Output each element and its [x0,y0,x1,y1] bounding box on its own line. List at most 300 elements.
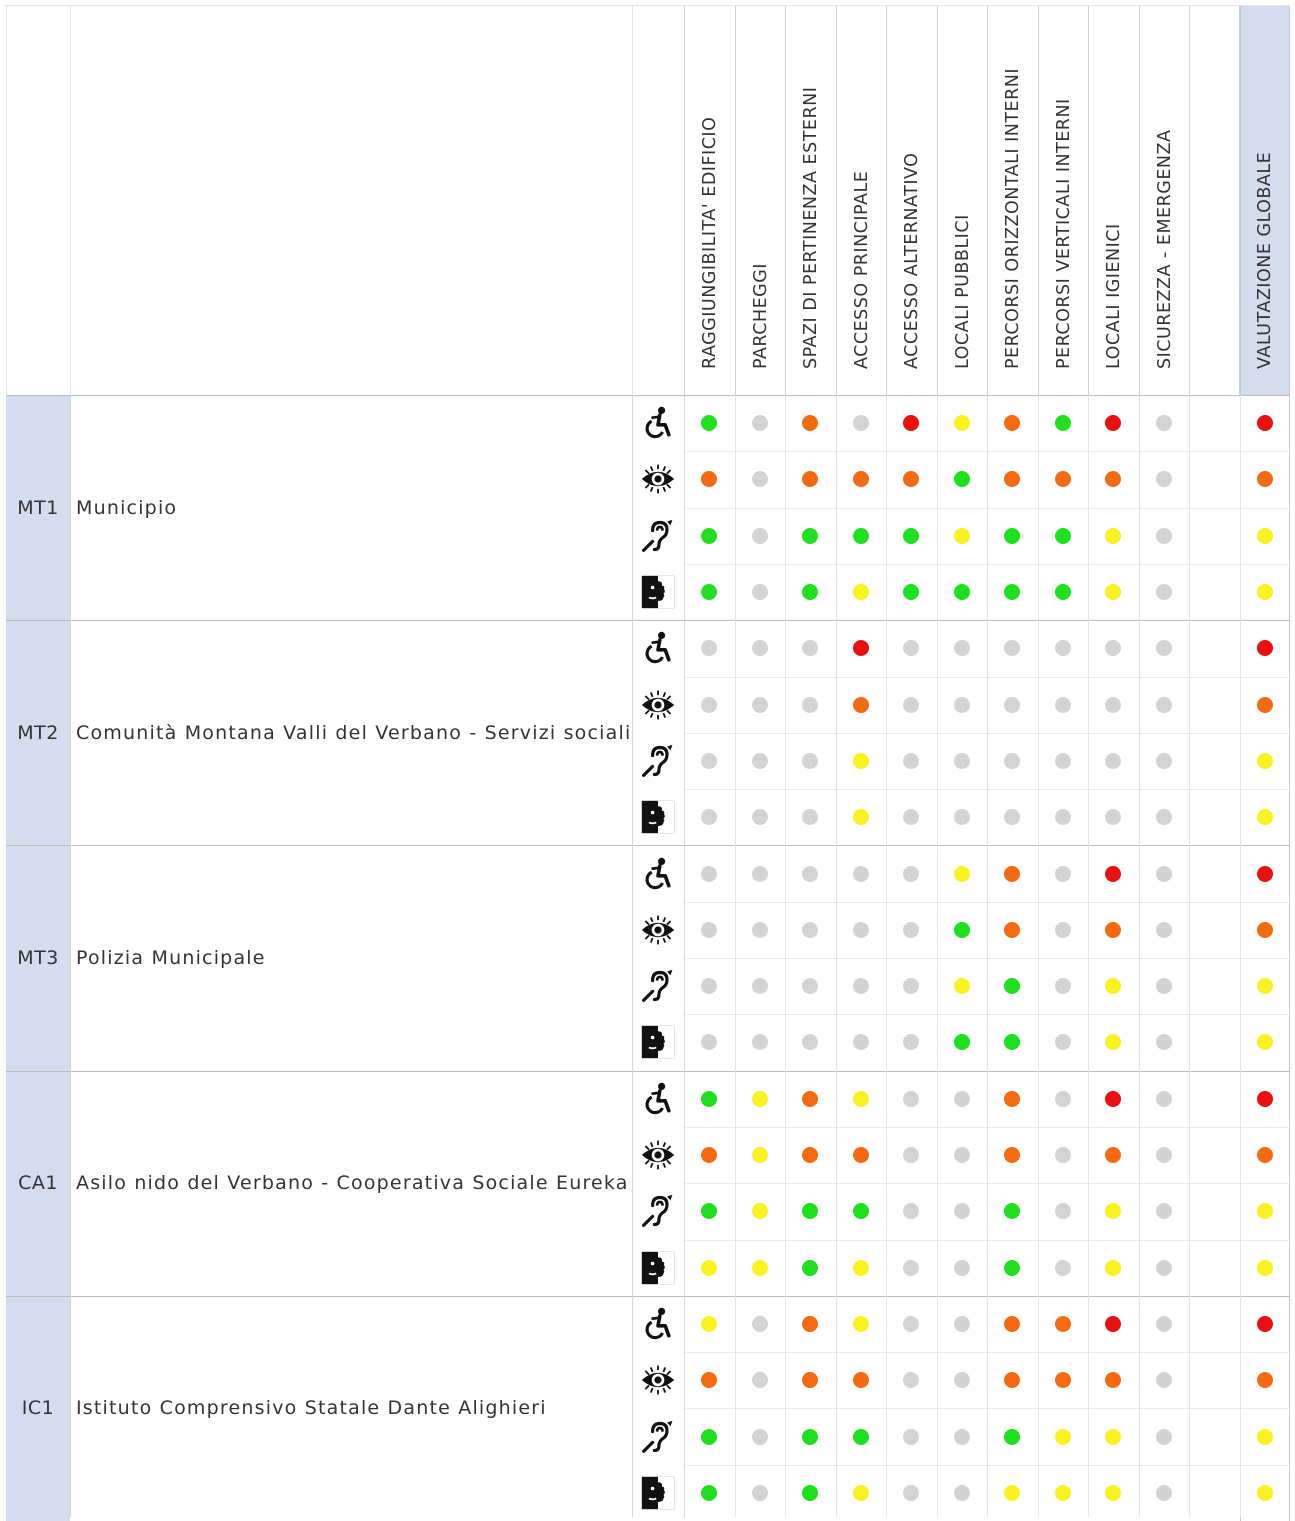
rating-dot [954,1091,970,1107]
rating-dot [802,1260,818,1276]
column-header [684,5,735,395]
row-separator [1240,1183,1290,1184]
block-separator [6,1296,1290,1297]
rating-dot [701,1034,717,1050]
cognitive-impairment-icon [632,1465,684,1521]
rating-dot [1004,1372,1020,1388]
building-code: MT1 [6,395,70,620]
rating-dot [1055,1429,1071,1445]
rating-dot [1055,1147,1071,1163]
rating-dot [954,640,970,656]
rating-dot [802,1372,818,1388]
rating-dot [1004,584,1020,600]
rating-dot [954,1485,970,1501]
rating-dot [752,809,768,825]
rating-dot [1156,1091,1172,1107]
column-header-global-label: VALUTAZIONE GLOBALE [1255,151,1275,369]
rating-dot [903,1091,919,1107]
rating-dot [752,471,768,487]
rating-dot [954,1372,970,1388]
rating-dot [903,1429,919,1445]
column-header [1139,5,1190,395]
rating-dot [802,1203,818,1219]
building-name: Municipio [76,496,178,519]
rating-dot [701,471,717,487]
rating-dot [1105,1147,1121,1163]
rating-dot [1156,753,1172,769]
rating-dot [1105,922,1121,938]
row-separator [684,789,1240,790]
rating-dot [954,1429,970,1445]
column-separator [937,395,938,1517]
rating-dot [752,1316,768,1332]
rating-dot [1004,471,1020,487]
column-separator [1088,395,1089,1517]
rating-dot [903,866,919,882]
rating-dot [701,978,717,994]
building-code: MT3 [6,845,70,1070]
rating-dot [903,584,919,600]
block-separator [6,620,1290,621]
row-separator [684,1183,1240,1184]
row-separator [684,958,1240,959]
rating-dot [701,1316,717,1332]
column-header [886,5,937,395]
row-separator [1240,1352,1290,1353]
row-separator [1240,508,1290,509]
cognitive-impairment-icon [632,1240,684,1296]
global-rating-dot [1257,866,1273,882]
rating-dot [1055,697,1071,713]
rating-dot [903,753,919,769]
rating-dot [701,1091,717,1107]
rating-dot [1156,1429,1172,1445]
global-rating-dot [1257,697,1273,713]
row-separator [684,564,1240,565]
rating-dot [1004,697,1020,713]
column-header-label: SPAZI DI PERTINENZA ESTERNI [800,86,821,369]
column-separator [684,395,685,1517]
rating-dot [1055,1372,1071,1388]
rating-dot [853,471,869,487]
rating-dot [1004,415,1020,431]
row-separator [1240,733,1290,734]
row-separator [684,508,1240,509]
rating-dot [1004,640,1020,656]
rating-dot [1055,415,1071,431]
column-header-label: SICUREZZA - EMERGENZA [1154,129,1175,369]
row-separator [1240,1465,1290,1466]
rating-dot [1105,640,1121,656]
rating-dot [1055,584,1071,600]
rating-dot [853,1429,869,1445]
rating-dot [701,1372,717,1388]
rating-dot [752,415,768,431]
rating-dot [903,528,919,544]
rating-dot [903,1485,919,1501]
rating-dot [1004,1034,1020,1050]
header-empty-spacer [1189,5,1240,395]
row-separator [1240,677,1290,678]
rating-dot [1105,753,1121,769]
rating-dot [853,1091,869,1107]
rating-dot [752,584,768,600]
row-separator [684,1352,1240,1353]
building-code: MT2 [6,620,70,845]
rating-dot [903,640,919,656]
wheelchair-icon [632,395,684,451]
building-name: Istituto Comprensivo Statale Dante Alighieri [76,1397,547,1420]
rating-dot [802,1316,818,1332]
global-rating-dot [1257,1147,1273,1163]
rating-dot [903,978,919,994]
rating-dot [1004,753,1020,769]
column-header-global [1240,5,1290,395]
column-header-label: ACCESSO PRINCIPALE [851,170,872,369]
hearing-impairment-icon [632,1183,684,1239]
rating-dot [1156,1034,1172,1050]
rating-dot [1055,753,1071,769]
row-separator [1240,789,1290,790]
rating-dot [1004,922,1020,938]
rating-dot [1055,1316,1071,1332]
row-separator [684,677,1240,678]
block-separator [6,1071,1290,1072]
rating-dot [701,1429,717,1445]
rating-dot [1105,978,1121,994]
global-rating-dot [1257,1429,1273,1445]
rating-dot [1105,1429,1121,1445]
building-code: CA1 [6,1071,70,1296]
row-separator [684,1240,1240,1241]
global-rating-dot [1257,922,1273,938]
rating-dot [1055,1260,1071,1276]
visual-impairment-icon [632,451,684,507]
rating-dot [752,978,768,994]
column-header [1038,5,1089,395]
rating-dot [802,697,818,713]
column-separator [735,395,736,1517]
rating-dot [853,584,869,600]
rating-dot [1004,1260,1020,1276]
visual-impairment-icon [632,1127,684,1183]
rating-dot [802,528,818,544]
rating-dot [1105,415,1121,431]
rating-dot [802,1034,818,1050]
hearing-impairment-icon [632,508,684,564]
rating-dot [752,1147,768,1163]
visual-impairment-icon [632,902,684,958]
global-rating-dot [1257,753,1273,769]
rating-dot [802,866,818,882]
rating-dot [954,1034,970,1050]
row-separator [1240,564,1290,565]
rating-dot [802,1147,818,1163]
row-separator [1240,1408,1290,1409]
rating-dot [903,1034,919,1050]
rating-dot [954,922,970,938]
rating-dot [1055,809,1071,825]
global-rating-dot [1257,1485,1273,1501]
row-separator [684,733,1240,734]
rating-dot [1055,1203,1071,1219]
building-name: Polizia Municipale [76,946,266,969]
row-separator [684,1127,1240,1128]
rating-dot [1004,1316,1020,1332]
building-name: Comunità Montana Valli del Verbano - Servizi sociali [76,721,632,744]
rating-dot [1105,1316,1121,1332]
rating-dot [1105,1485,1121,1501]
rating-dot [1004,1091,1020,1107]
rating-dot [701,866,717,882]
rating-dot [954,753,970,769]
global-rating-dot [1257,528,1273,544]
rating-dot [853,809,869,825]
rating-dot [903,471,919,487]
rating-dot [1004,1147,1020,1163]
wheelchair-icon [632,620,684,676]
rating-dot [802,753,818,769]
rating-dot [853,697,869,713]
header-empty-name [70,5,632,395]
column-separator [886,395,887,1517]
column-header-label: PARCHEGGI [750,263,771,369]
rating-dot [853,978,869,994]
building-code: IC1 [6,1296,70,1521]
rating-dot [853,1203,869,1219]
rating-dot [954,1147,970,1163]
rating-dot [1156,415,1172,431]
rating-dot [1156,697,1172,713]
rating-dot [954,528,970,544]
column-header-label: PERCORSI VERTICALI INTERNI [1053,98,1074,369]
rating-dot [954,866,970,882]
building-name: Asilo nido del Verbano - Cooperativa Sociale Eureka [76,1172,629,1195]
row-separator [1240,958,1290,959]
rating-dot [752,1260,768,1276]
rating-dot [1055,1485,1071,1501]
rating-dot [903,1372,919,1388]
rating-dot [1004,809,1020,825]
rating-dot [1156,978,1172,994]
column-header-label: LOCALI PUBBLICI [952,214,973,369]
rating-dot [701,1260,717,1276]
header-empty-icon [632,5,684,395]
rating-dot [752,640,768,656]
rating-dot [752,528,768,544]
rating-dot [954,471,970,487]
column-header [1088,5,1139,395]
rating-dot [752,753,768,769]
column-separator [836,395,837,1517]
rating-dot [701,415,717,431]
row-separator [684,902,1240,903]
rating-dot [701,753,717,769]
rating-dot [1156,1203,1172,1219]
rating-dot [903,922,919,938]
visual-impairment-icon [632,677,684,733]
rating-dot [903,697,919,713]
column-header-label: RAGGIUNGIBILITA' EDIFICIO [699,116,720,369]
rating-dot [1105,1372,1121,1388]
rating-dot [853,1372,869,1388]
column-header [735,5,786,395]
rating-dot [1055,528,1071,544]
global-rating-dot [1257,584,1273,600]
rating-dot [903,415,919,431]
rating-dot [802,415,818,431]
rating-dot [954,697,970,713]
rating-dot [752,1485,768,1501]
rating-dot [1156,640,1172,656]
rating-dot [1156,922,1172,938]
rating-dot [1055,978,1071,994]
rating-dot [853,528,869,544]
rating-dot [802,1091,818,1107]
rating-dot [802,978,818,994]
row-separator [1240,451,1290,452]
rating-dot [802,1485,818,1501]
global-rating-dot [1257,1316,1273,1332]
column-separator [70,395,71,1517]
rating-dot [752,1034,768,1050]
row-separator [684,1408,1240,1409]
rating-dot [1105,528,1121,544]
rating-dot [802,471,818,487]
rating-dot [1156,1316,1172,1332]
rating-dot [752,866,768,882]
rating-dot [802,1429,818,1445]
rating-dot [701,1485,717,1501]
rating-dot [701,809,717,825]
rating-dot [802,809,818,825]
global-rating-dot [1257,1260,1273,1276]
column-separator [1038,395,1039,1517]
rating-dot [954,1260,970,1276]
rating-dot [853,753,869,769]
rating-dot [1105,809,1121,825]
column-header-label: PERCORSI ORIZZONTALI INTERNI [1002,67,1023,369]
rating-dot [954,809,970,825]
rating-dot [1055,640,1071,656]
rating-dot [1156,471,1172,487]
rating-dot [853,866,869,882]
rating-dot [1004,978,1020,994]
rating-dot [802,922,818,938]
column-separator [1189,395,1190,1517]
rating-dot [1055,922,1071,938]
rating-dot [1004,1429,1020,1445]
rating-dot [1055,1091,1071,1107]
rating-dot [1156,809,1172,825]
column-header-label: ACCESSO ALTERNATIVO [901,152,922,369]
rating-dot [752,922,768,938]
row-separator [1240,902,1290,903]
rating-dot [1004,866,1020,882]
rating-dot [903,1316,919,1332]
rating-dot [1156,1485,1172,1501]
rating-dot [701,1203,717,1219]
wheelchair-icon [632,1071,684,1127]
rating-dot [853,1260,869,1276]
rating-dot [1156,528,1172,544]
rating-dot [853,922,869,938]
row-separator [1240,1127,1290,1128]
header-empty-code [6,5,70,395]
rating-dot [802,584,818,600]
rating-dot [1105,697,1121,713]
rating-dot [853,640,869,656]
rating-dot [752,1372,768,1388]
rating-dot [1055,471,1071,487]
row-separator [1240,1240,1290,1241]
column-header [785,5,836,395]
cognitive-impairment-icon [632,564,684,620]
rating-dot [903,1260,919,1276]
rating-dot [853,415,869,431]
column-header-label: LOCALI IGIENICI [1103,223,1124,369]
rating-dot [954,1203,970,1219]
rating-dot [1156,1260,1172,1276]
rating-dot [1105,1260,1121,1276]
rating-dot [752,1203,768,1219]
rating-dot [1105,471,1121,487]
rating-dot [701,922,717,938]
rating-dot [1004,1203,1020,1219]
wheelchair-icon [632,845,684,901]
hearing-impairment-icon [632,958,684,1014]
row-separator [684,451,1240,452]
rating-dot [1105,1203,1121,1219]
rating-dot [752,1429,768,1445]
visual-impairment-icon [632,1352,684,1408]
cognitive-impairment-icon [632,1014,684,1070]
column-header [836,5,887,395]
column-separator [987,395,988,1517]
rating-dot [701,640,717,656]
rating-dot [1156,1147,1172,1163]
rating-dot [903,1147,919,1163]
rating-dot [903,1203,919,1219]
rating-dot [1156,584,1172,600]
rating-dot [1004,528,1020,544]
hearing-impairment-icon [632,1408,684,1464]
rating-dot [752,1091,768,1107]
rating-dot [954,1316,970,1332]
cognitive-impairment-icon [632,789,684,845]
rating-dot [853,1147,869,1163]
rating-dot [1055,1034,1071,1050]
rating-dot [802,640,818,656]
column-header [937,5,988,395]
rating-dot [701,528,717,544]
column-separator [632,395,633,1517]
rating-dot [1156,866,1172,882]
table-top-border [5,5,1290,6]
rating-dot [954,415,970,431]
rating-dot [954,978,970,994]
column-separator [785,395,786,1517]
rating-dot [1156,1372,1172,1388]
rating-dot [1105,866,1121,882]
rating-dot [752,697,768,713]
rating-dot [1105,1034,1121,1050]
wheelchair-icon [632,1296,684,1352]
rating-dot [853,1316,869,1332]
global-rating-dot [1257,1091,1273,1107]
row-separator [684,1465,1240,1466]
column-separator [1240,395,1241,1517]
